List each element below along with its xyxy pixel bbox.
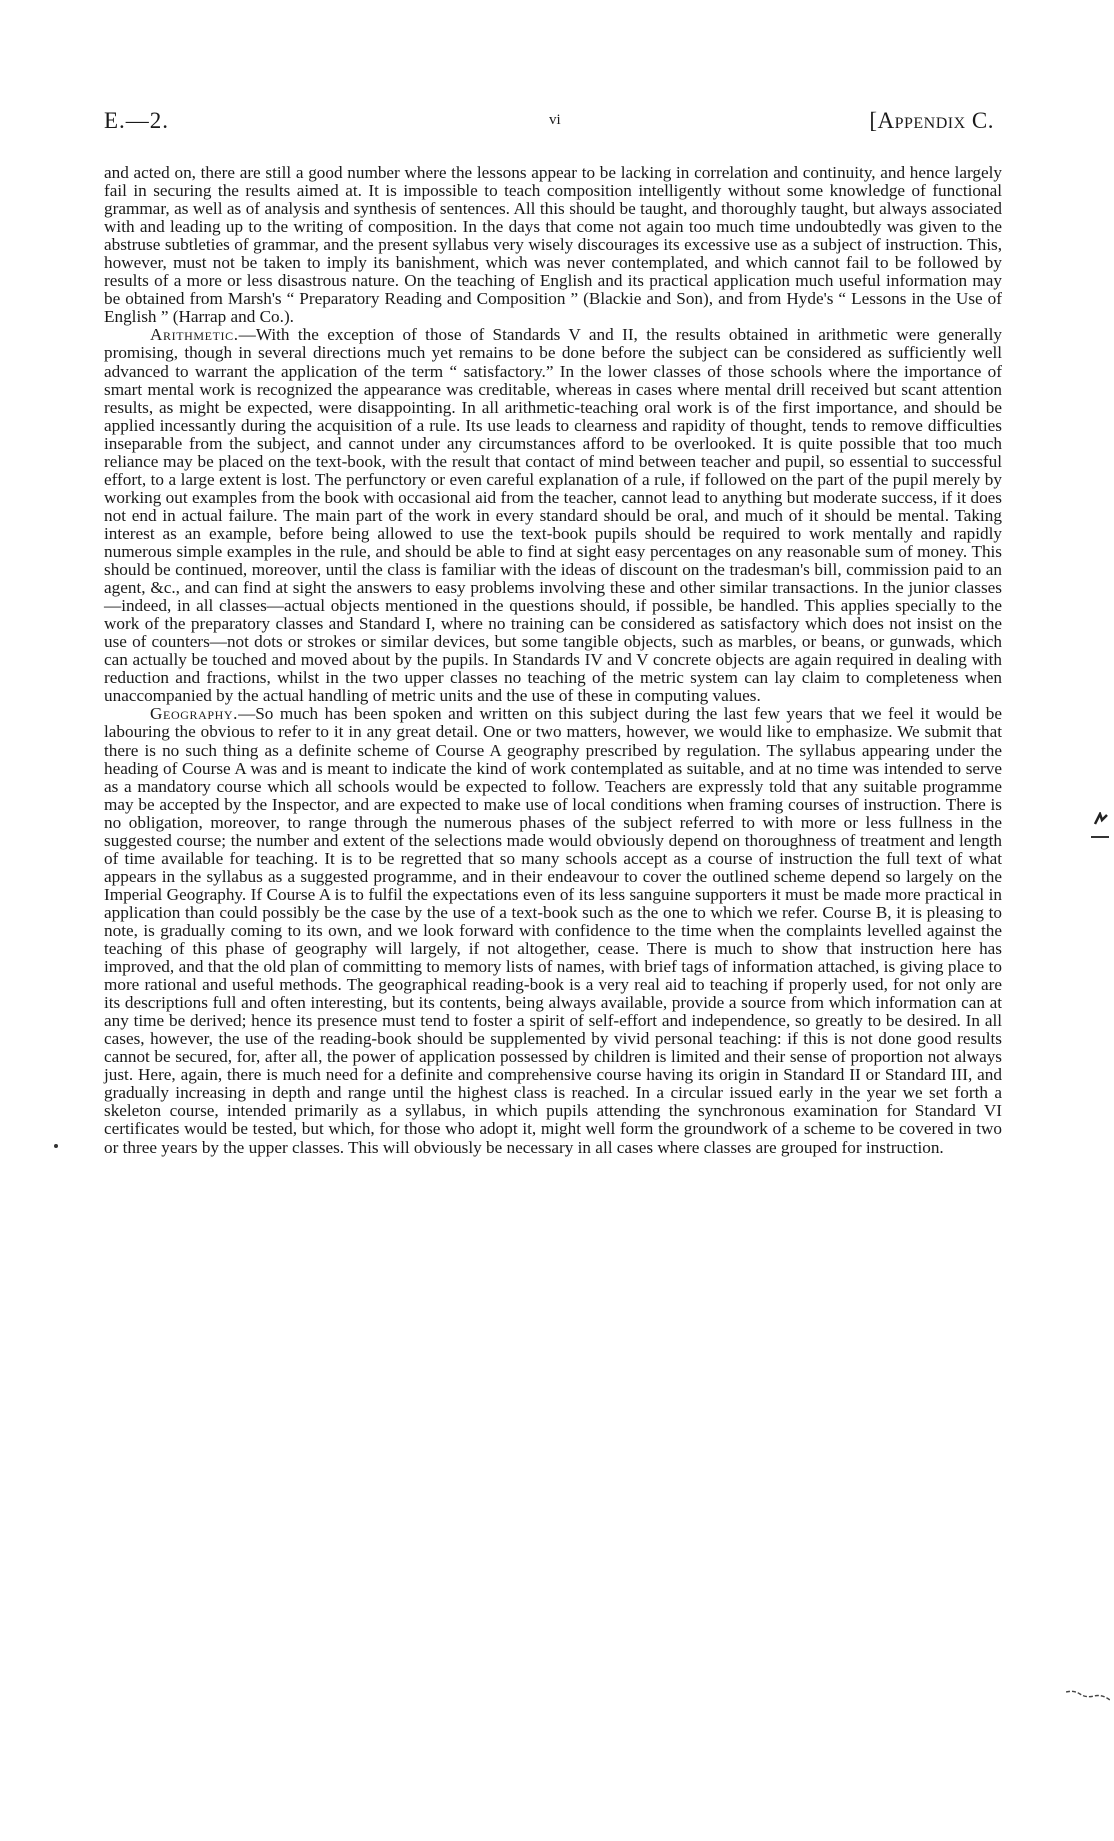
body-text xyxy=(104,164,1002,1157)
paragraph-text: —So much has been spoken and written on this subject during the last few years that we feel it would be labouring the obvious to refer to it in any great detail. One or two matters, however, we would like to emphasize. We submit that there is no such thing as a definite scheme of Course A geography prescribed by regulation. The syllabus appearing under the heading of Course A was and is meant to indicate the kind of work contemplated as suitable, and at no time was intended to serve as a mandatory course which all schools would be expected to follow. Teachers are expressly told that any suitable programme may be accepted by the Inspector, and are expected to make use of local conditions when framing courses of instruction. There is no obligation, moreover, to range through the numerous phases of the subject referred to with more or less fullness in the suggested course; the number and extent of the selections made would obviously depend on thoroughness of treatment and length of time available for teaching. It is to be regretted that so many schools accept as a course of instruction the full text of what appears in the syllabus as a suggested programme, and in their endeavour to cover the outlined scheme depend so largely on the Imperial Geography. If Course A is to fulfil the expectations even of its less sanguine supporters it must be made more practical in application than could possibly be the case by the use of a text-book such as the one to which we refer. Course B, it is pleasing to note, is gradually coming to its own, and we look forward with confidence to the time when the complaints levelled against the teaching of this phase of geography will largely, if not altogether, cease. There is much to show that instruction here has improved, and that the old plan of committing to memory lists of names, with brief tags of information attached, is giving place to more rational and useful methods. The geographical reading-book is a very real aid to teaching if properly used, for not only are its descriptions full and often interesting, but its contents, being always available, provide a source from which information can at any time be derived; hence its presence must tend to foster a spirit of self-effort and independence, so greatly to be desired. In all cases, however, the use of the reading-book should be supplemented by vivid personal teaching: if this is not done good results cannot be secured, for, after all, the power of application possessed by children is limited and their sense of proportion not always just. Here, again, there is much need for a definite and comprehensive course having its origin in Standard II or Standard III, and gradually increasing in depth and range until the highest class is reached. In a circular issued early in the year we set forth a skeleton course, intended primarily as a syllabus, in which pupils attending the synchronous examination for Standard VI certificates would be tested, but which, for those who adopt it, might well form the groundwork of a scheme to be covered in two or three years by the upper classes. This will obviously be necessary in all cases where classes are grouped for instruction. xyxy=(104,704,1002,1157)
section-heading-geography: Geography. xyxy=(150,704,239,724)
paragraph-text: and acted on, there are still a good number where the lessons appear to be lacking in correlation and continuity, and hence largely fail in securing the results aimed at. It is impossible to teach composition intelligently without some knowledge of functional grammar, as well as of analysis and synthesis of sentences. All this should be taught, and thoroughly taught, but always associated with and leading up to the writing of composition. In the days that come not again too much time undoubtedly was given to the abstruse subtleties of grammar, and the present syllabus very wisely discourages its excessive use as a subject of instruction. This, however, must not be taken to imply its banishment, which was never contemplated, and which cannot fail to be followed by results of a more or less disastrous nature. On the teaching of English and its practical application much useful information may be obtained from Marsh's “ Preparatory Reading and Composition ” (Blackie and Son), and from Hyde's “ Lessons in the Use of English ” (Harrap and Co.). xyxy=(104,163,1002,327)
paragraph-arithmetic xyxy=(104,326,1002,705)
page-number: vi xyxy=(549,112,561,128)
paragraph-geography xyxy=(104,705,1002,1156)
margin-dot xyxy=(54,1144,58,1148)
paragraph-english xyxy=(104,164,1002,326)
paragraph-text: —With the exception of those of Standards V and II, the results obtained in arithmetic were generally promising, though in several directions much yet remains to be done before the subject can be considered as sufficiently well advanced to warrant the application of the term “ satisfactory.” In the lower classes of those schools where the importance of smart mental work is recognized the appearance was creditable, whereas in cases where mental drill received but scant attention results, as might be expected, were disappointing. In all arithmetic-teaching oral work is of the first importance, and should be applied incessantly during the acquisition of a rule. Its use leads to clearness and rapidity of thought, tends to remove difficulties inseparable from the subject, and cannot under any circumstances afford to be overlooked. It is quite possible that too much reliance may be placed on the text-book, with the result that contact of mind between teacher and pupil, so essential to successful effort, to a large extent is lost. The perfunctory or even careful explanation of a rule, if followed on the part of the pupil merely by working out examples from the book with occasional aid from the teacher, cannot lead to anything but moderate success, if it does not end in actual failure. The main part of the work in every standard should be oral, and much of it should be mental. Taking interest as an example, before being allowed to use the text-book pupils should be required to work mentally and rapidly numerous simple examples in the rule, and should be able to find at sight easy percentages on any reasonable sum of money. This should be continued, moreover, until the class is familiar with the ideas of discount on the tradesman's bill, commission paid to an agent, &c., and can find at sight the answers to easy problems involving these and other similar transactions. In the junior classes—indeed, in all classes—actual objects mentioned in the questions should, if possible, be handled. This applies specially to the work of the preparatory classes and Standard I, where no training can be considered as satisfactory which does not insist on the use of counters—not dots or strokes or similar devices, but some tangible objects, such as marbles, or beans, or gunwads, which can actually be touched and moved about by the pupils. In Standards IV and V concrete objects are again required in dealing with reduction and fractions, whilst in the two upper classes no teaching of the metric system can lay claim to completeness when unaccompanied by the actual handling of metric units and the use of these in computing values. xyxy=(104,325,1002,706)
margin-rule xyxy=(1091,836,1109,838)
margin-mark xyxy=(1093,811,1111,838)
section-heading-arithmetic: Arithmetic. xyxy=(150,325,239,345)
page-header xyxy=(104,108,994,142)
margin-tick-icon xyxy=(1093,812,1111,826)
margin-squiggle-icon xyxy=(1066,1688,1110,1702)
report-reference: E.—2. xyxy=(104,108,170,133)
appendix-label: [Appendix C. xyxy=(869,108,994,133)
